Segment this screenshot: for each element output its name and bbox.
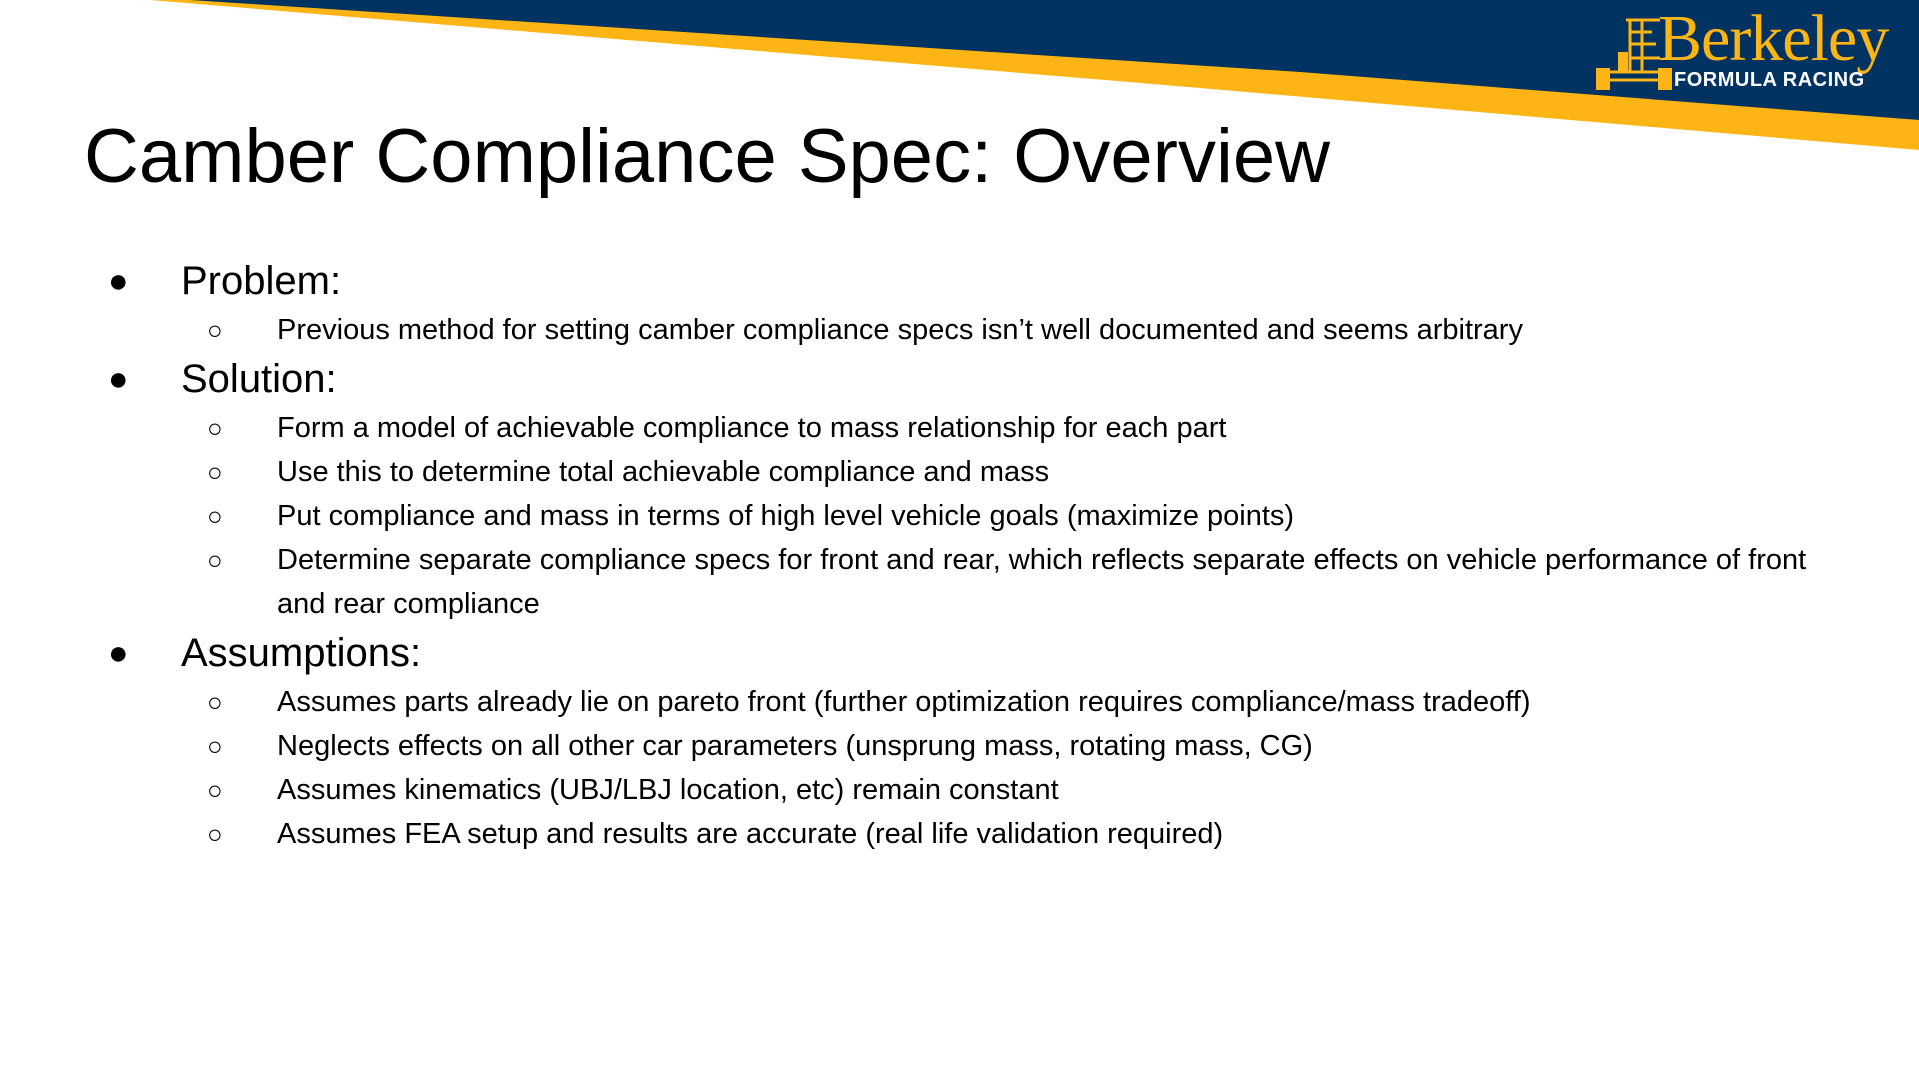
bullet-list [108, 254, 1808, 856]
list-item-heading [108, 626, 1808, 680]
list-item-text: Assumes FEA setup and results are accurate (real life validation required) [277, 818, 1224, 850]
bullet-hollow-icon: ○ [207, 819, 223, 849]
bullet-hollow-icon: ○ [207, 775, 223, 805]
list-item [108, 724, 1808, 768]
list-item [108, 450, 1808, 494]
list-item [108, 406, 1808, 450]
list-item [108, 680, 1808, 724]
section-heading: Assumptions: [181, 631, 422, 675]
list-item-heading [108, 352, 1808, 406]
list-item-text: Previous method for setting camber compliance specs isn’t well documented and seems arbitrary [277, 314, 1523, 346]
slide-title: Camber Compliance Spec: Overview [84, 114, 1331, 199]
list-item [108, 812, 1808, 856]
section-assumptions [108, 626, 1808, 856]
list-item-text: Neglects effects on all other car parameters (unsprung mass, rotating mass, CG) [277, 730, 1313, 762]
bullet-filled-icon: ● [108, 262, 129, 300]
bullet-hollow-icon: ○ [207, 501, 223, 531]
list-item [108, 538, 1808, 626]
bullet-filled-icon: ● [108, 360, 129, 398]
list-item-text: Assumes kinematics (UBJ/LBJ location, etc) remain constant [277, 774, 1059, 806]
logo-wordmark: Berkeley [1658, 2, 1889, 75]
berkeley-formula-racing-logo [1596, 2, 1914, 98]
section-problem [108, 254, 1808, 352]
bullet-hollow-icon: ○ [207, 315, 223, 345]
list-item-text: Put compliance and mass in terms of high level vehicle goals (maximize points) [277, 500, 1295, 532]
section-heading: Solution: [181, 357, 337, 401]
list-item [108, 768, 1808, 812]
bullet-hollow-icon: ○ [207, 731, 223, 761]
list-item-text: Form a model of achievable compliance to mass relationship for each part [277, 412, 1227, 444]
bullet-hollow-icon: ○ [207, 413, 223, 443]
bullet-hollow-icon: ○ [207, 457, 223, 487]
list-item-text: Use this to determine total achievable compliance and mass [277, 456, 1050, 488]
logo-subtitle: FORMULA RACING [1674, 69, 1865, 91]
bullet-filled-icon: ● [108, 634, 129, 672]
list-item-text: Determine separate compliance specs for front and rear, which reflects separate effects on vehicle performance of front and rear compliance [277, 544, 1807, 620]
list-item-text: Assumes parts already lie on pareto front (further optimization requires compliance/mass tradeoff) [277, 686, 1531, 718]
list-item [108, 308, 1808, 352]
section-heading: Problem: [181, 259, 342, 303]
list-item-heading [108, 254, 1808, 308]
bullet-hollow-icon: ○ [207, 687, 223, 717]
bullet-hollow-icon: ○ [207, 545, 223, 575]
section-solution [108, 352, 1808, 626]
list-item [108, 494, 1808, 538]
